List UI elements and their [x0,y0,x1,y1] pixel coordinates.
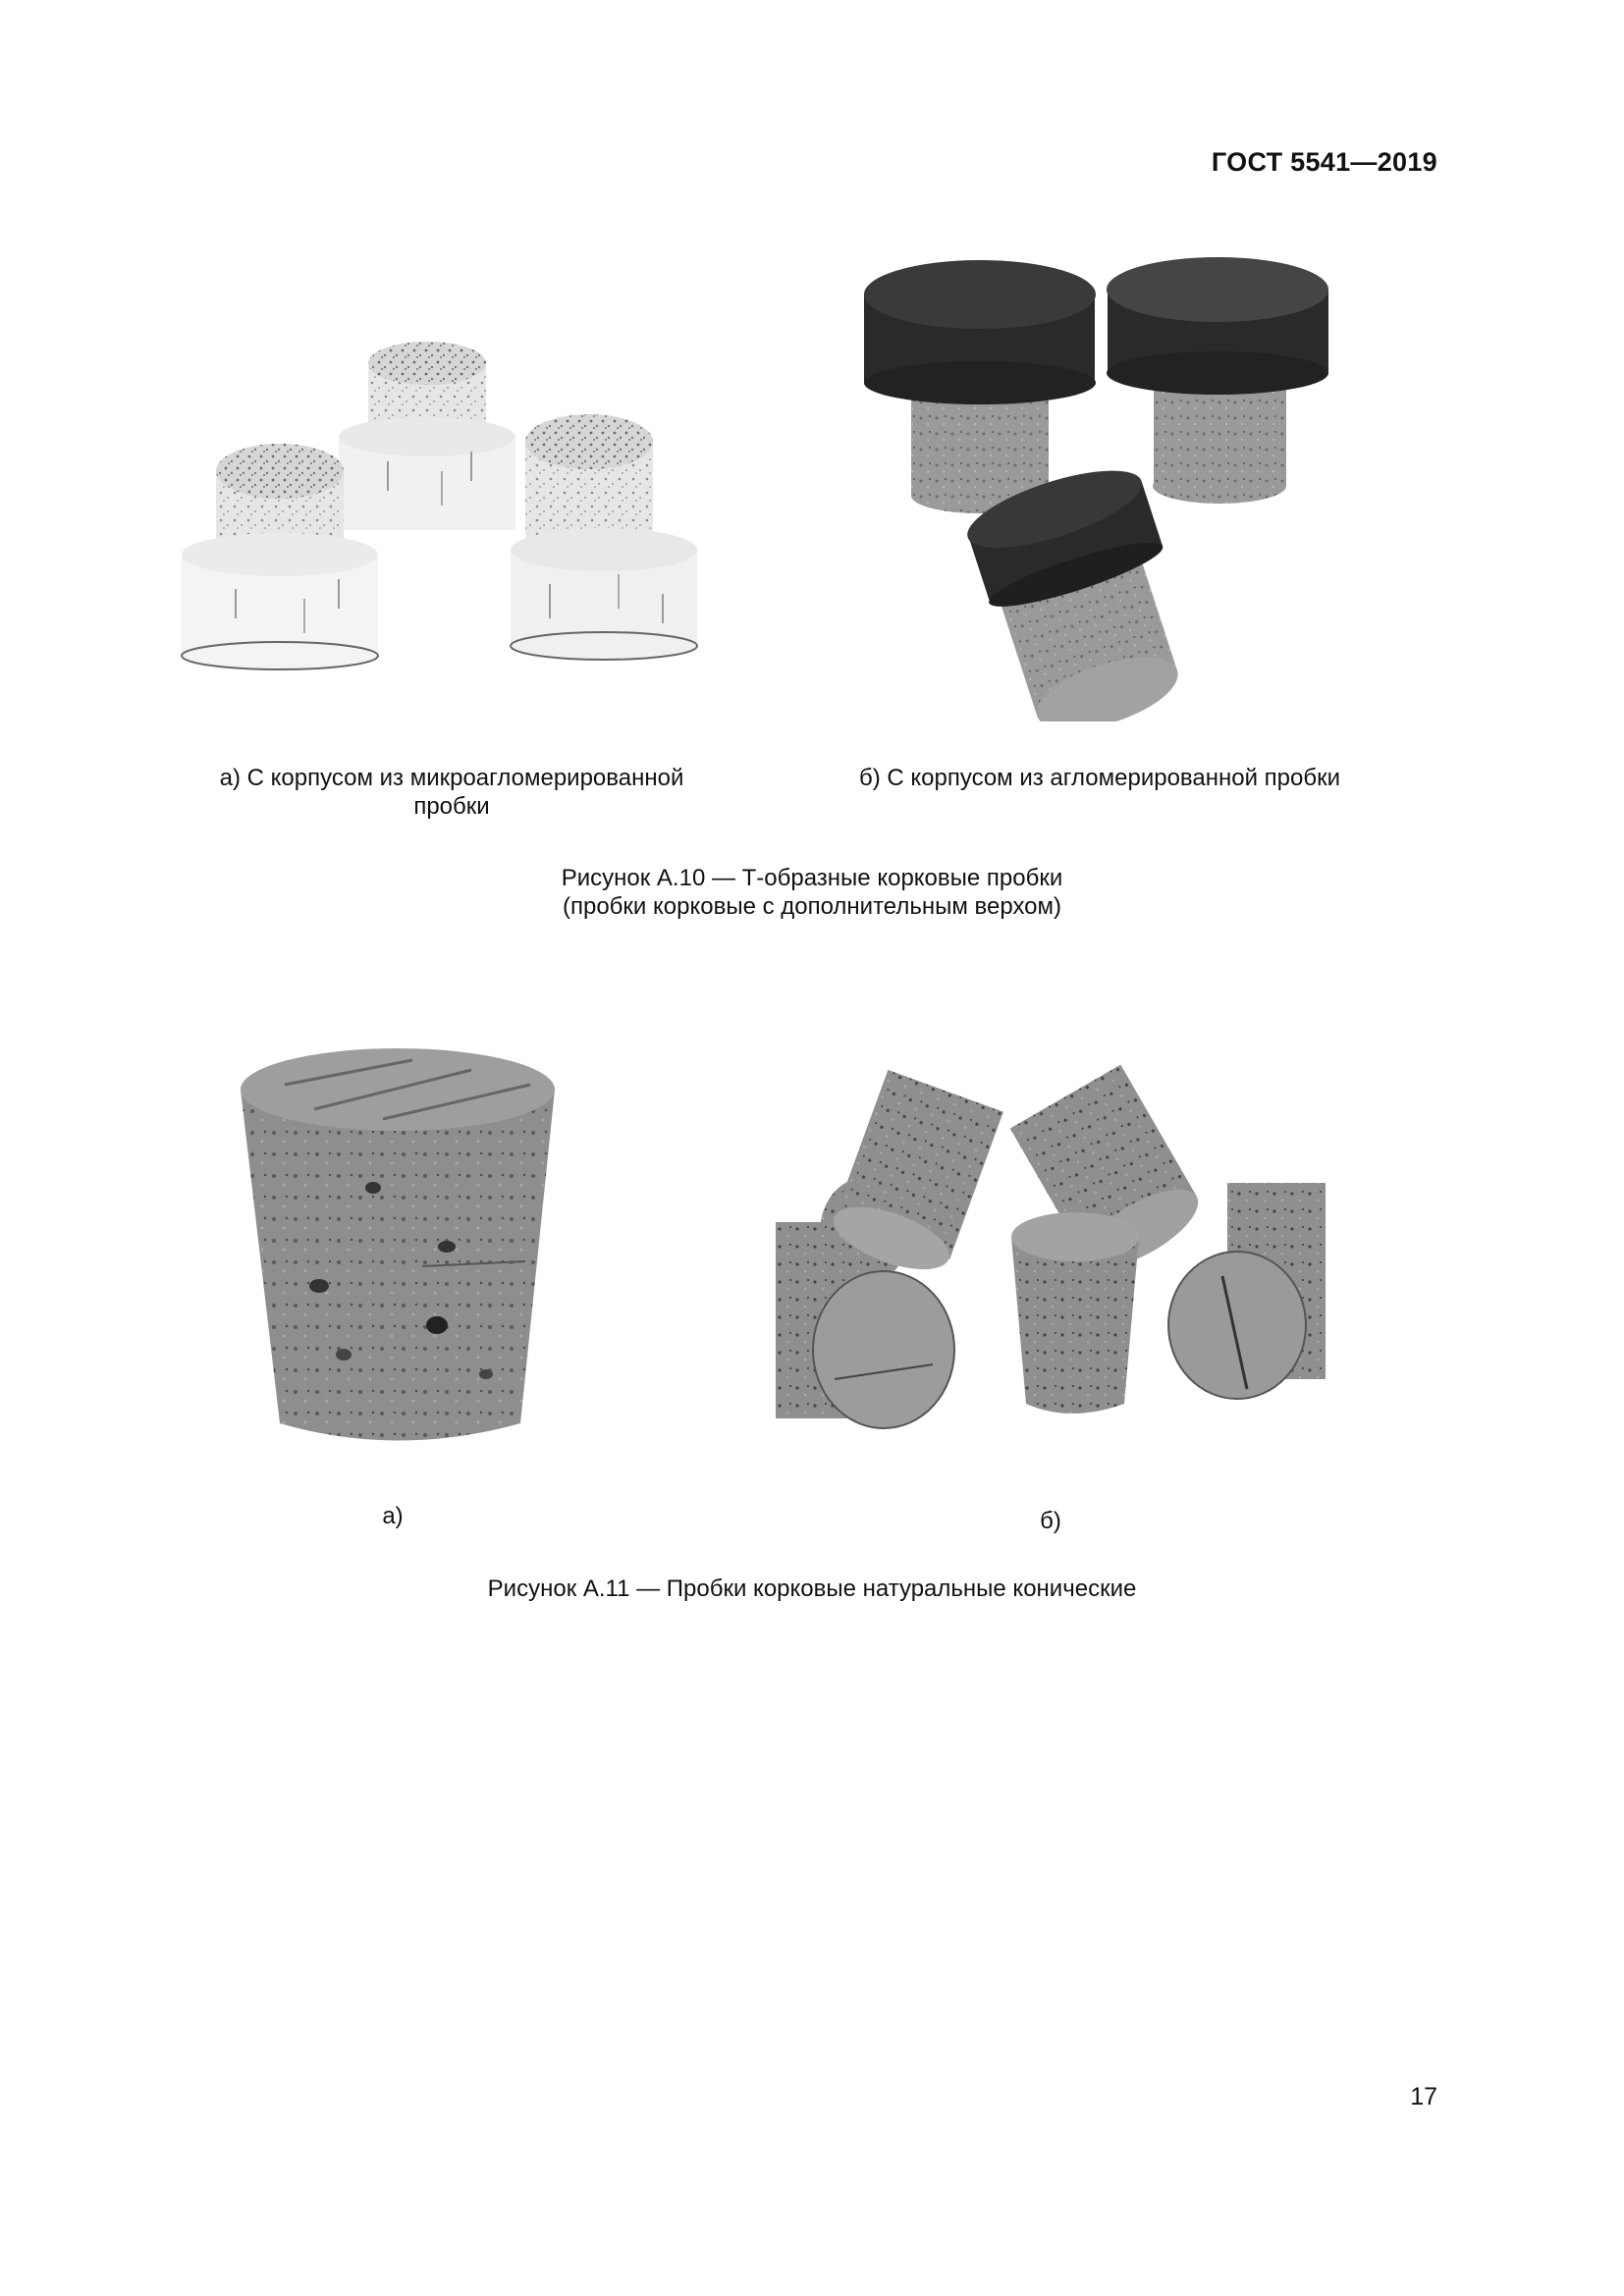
figure-a11-label-b: б) [1040,1508,1061,1534]
document-number: ГОСТ 5541—2019 [1211,147,1437,177]
figure-a10-title-line2: (пробки корковые с дополнительным верхом) [562,893,1062,920]
figure-a10-caption-b: б) С корпусом из агломерированной пробки [858,765,1341,791]
figure-a11-label-a: а) [382,1503,404,1529]
figure-a10-caption-a [177,764,727,821]
figure-a11-title: Рисунок А.11 — Пробки корковые натуральные конические [487,1575,1137,1602]
caption-a-line2: пробки [413,793,490,820]
figure-a10-photo-a [177,324,727,677]
caption-a-line1: а) С корпусом из микроагломерированной [219,765,684,791]
figure-a11-photo-b [776,1065,1326,1433]
figure-a10-title-line1: Рисунок А.10 — Т-образные корковые пробки [561,865,1063,891]
figure-a11-photo-a [226,1041,569,1463]
figure-a10-photo-b [854,240,1365,721]
page-number: 17 [1410,2083,1437,2110]
figure-a10-title [0,864,1624,921]
